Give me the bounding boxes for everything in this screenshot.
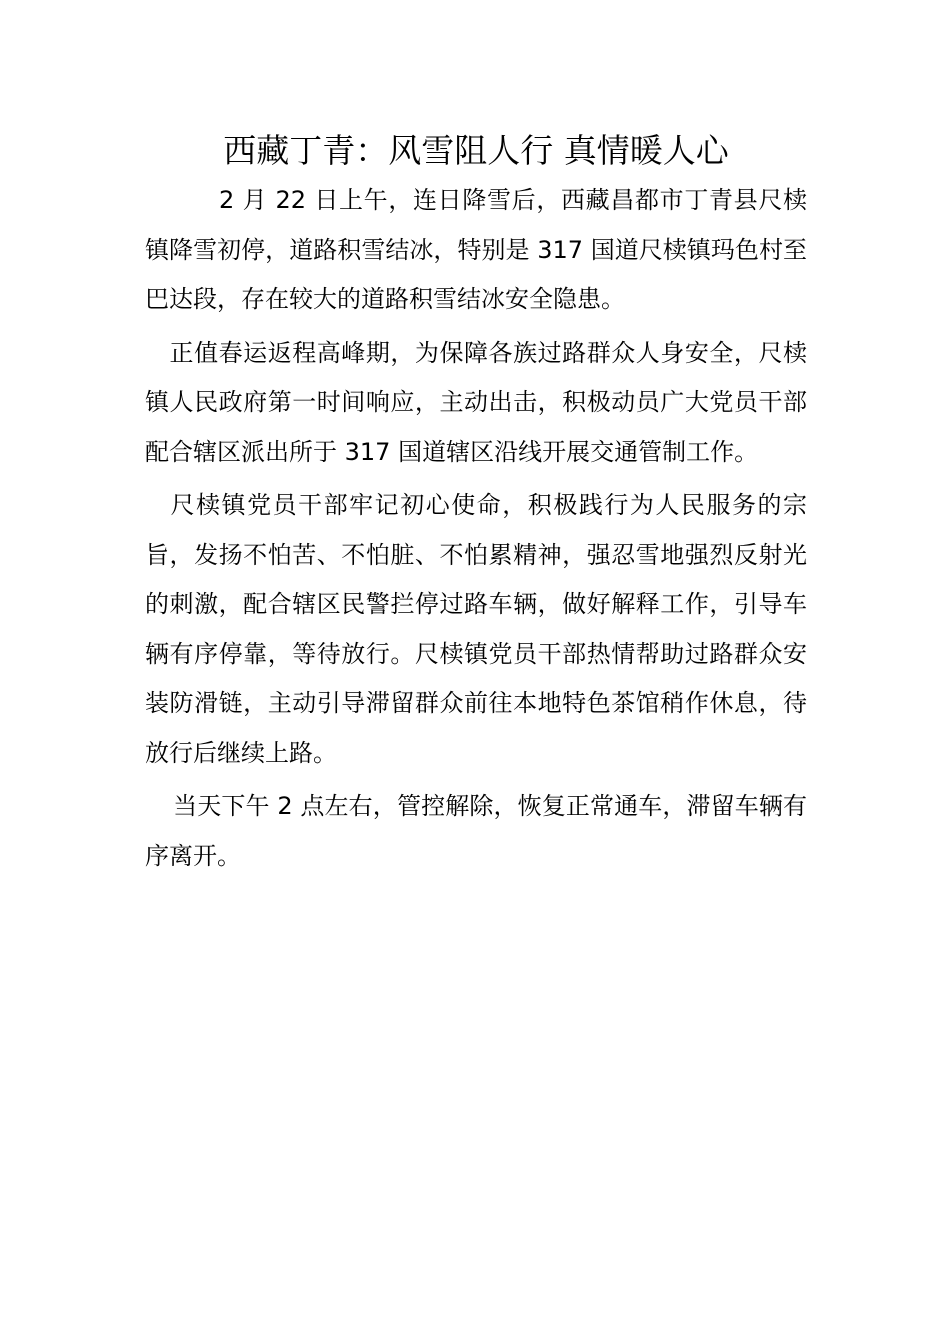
- paragraph-text: 当天下午 2 点左右，管控解除，恢复正常通车，滞留车辆有序离开。: [145, 792, 807, 870]
- paragraph-text: 尺椟镇党员干部牢记初心使命，积极践行为人民服务的宗旨，发扬不怕苦、不怕脏、不怕累精神，强忍雪地强烈反射光的刺激，配合辖区民警拦停过路车辆，做好解释工作，引导车辆有序停靠，等待放行。尺椟镇党员干部热情帮助过路群众安装防滑链，主动引导滞留群众前往本地特色茶馆稍作休息，待放行后继续上路。: [145, 491, 807, 767]
- article-body: [145, 128, 807, 881]
- paragraph: [145, 782, 807, 881]
- paragraph: [145, 481, 807, 778]
- paragraph: [145, 329, 807, 478]
- paragraph-text: 2 月 22 日上午，连日降雪后，西藏昌都市丁青县尺椟镇降雪初停，道路积雪结冰，特别是 317 国道尺椟镇玛色村至巴达段，存在较大的道路积雪结冰安全隐患。: [145, 186, 807, 313]
- article-title: 西藏丁青：风雪阻人行 真情暖人心: [223, 131, 729, 170]
- paragraph-text: 正值春运返程高峰期，为保障各族过路群众人身安全，尺椟镇人民政府第一时间响应，主动出击，积极动员广大党员干部配合辖区派出所于 317 国道辖区沿线开展交通管制工作。: [145, 338, 807, 466]
- paragraph: [145, 176, 807, 325]
